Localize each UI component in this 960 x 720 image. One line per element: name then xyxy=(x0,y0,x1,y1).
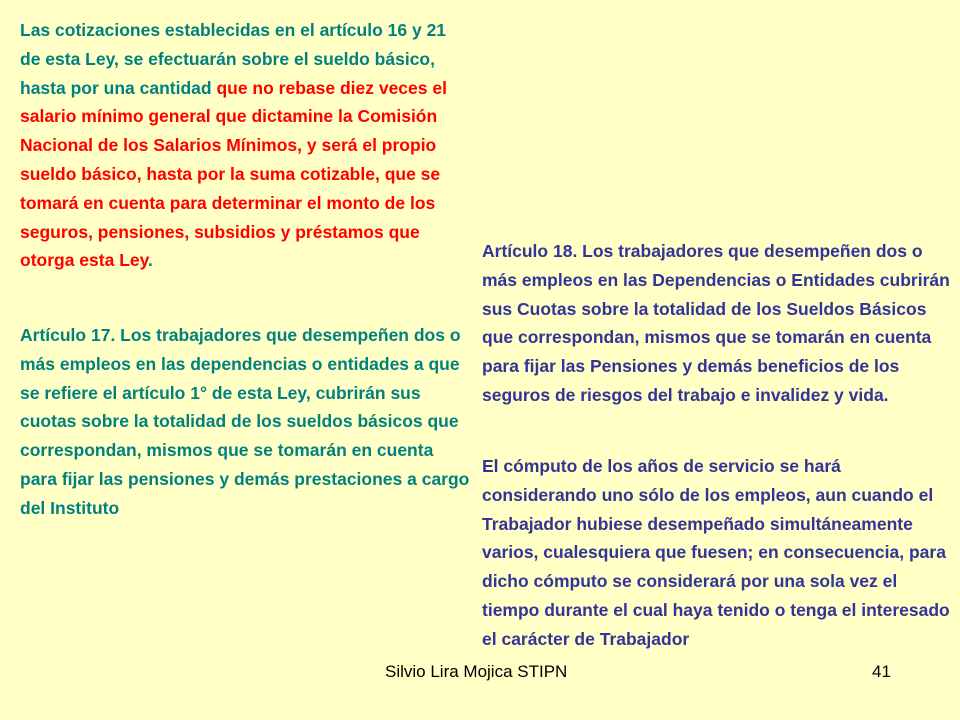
footer-author: Silvio Lira Mojica STIPN xyxy=(385,662,568,681)
cotizaciones-text-highlight: que no rebase diez veces el salario mínimo general que dictamine la Comisión Nacional de los Salarios Mínimos, y será el propio sueldo básico, hasta por la suma cotizable, que se tomará en cuenta para determinar el monto de los seguros, pensiones, subsidios y préstamos que otorga esta Ley xyxy=(20,77,447,271)
paragraph-cotizaciones xyxy=(20,16,470,275)
paragraph-articulo-18: Artículo 18. Los trabajadores que desempeñen dos o más empleos en las Dependencias o Entidades cubrirán sus Cuotas sobre la totalidad de los Sueldos Básicos que correspondan, mismos que se tomarán en cuenta para fijar las Pensiones y demás beneficios de los seguros de riesgos del trabajo e invalidez y vida. xyxy=(482,241,950,405)
page-number: 41 xyxy=(872,662,891,681)
cotizaciones-text-period: . xyxy=(148,250,153,271)
paragraph-computo: El cómputo de los años de servicio se hará considerando uno sólo de los empleos, aun cuando el Trabajador hubiese desempeñado simultáneamente varios, cualesquiera que fuesen; en consecuencia, para dicho cómputo se considerará por una sola vez el tiempo durante el cual haya tenido o tenga el interesado el carácter de Trabajador xyxy=(482,456,950,649)
paragraph-articulo-17: Artículo 17. Los trabajadores que desempeñen dos o más empleos en las dependencias o entidades a que se refiere el artículo 1° de esta Ley, cubrirán sus cuotas sobre la totalidad de los sueldos básicos que correspondan, mismos que se tomarán en cuenta para fijar las pensiones y demás prestaciones a cargo del Instituto xyxy=(20,325,470,518)
cotizaciones-text-part1: Las cotizaciones establecidas en el artículo 16 y 21 de esta Ley, se efectuarán sobre el sueldo básico, hasta por una cantidad xyxy=(20,20,447,98)
